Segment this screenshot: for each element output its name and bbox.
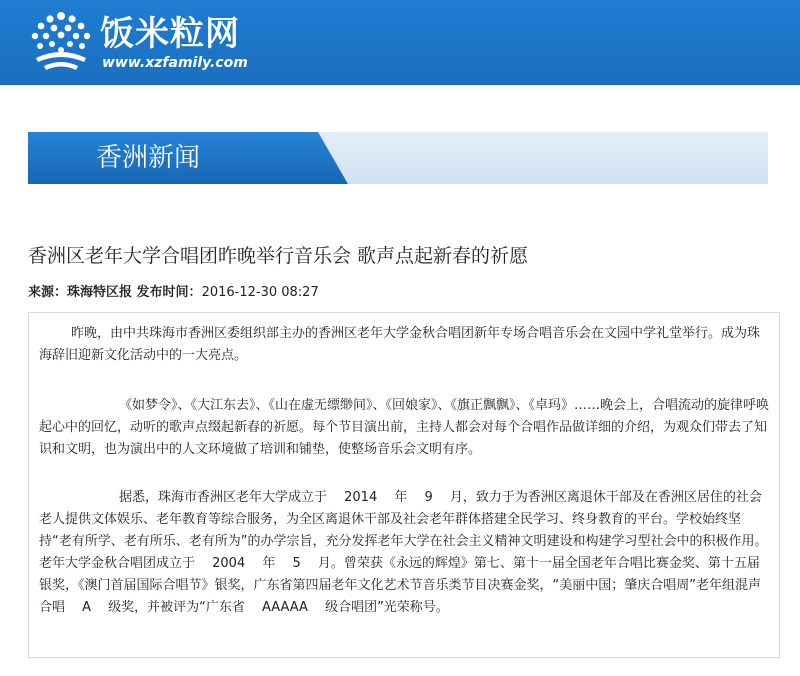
publish-label: 发布时间： [136,285,202,300]
section-title[interactable]: 香洲新闻 [96,143,201,173]
publish-time: 2016-12-30 08:27 [201,285,319,300]
section-banner [28,132,768,184]
article-paragraph: 据悉，珠海市香洲区老年大学成立于 2014 年 9 月，致力于为香洲区离退休干部及在香洲区居住的社会老人提供文体娱乐、老年教育等综合服务，为全区离退休干部及社会老年群体搭建全民学习、终身教育的平台。学校始终坚持“老有所学、老有所乐、老有所为”的办学宗旨，充分发挥老年大学在社会主义精神文明建设和构建学习型社会中的积极作用。老年大学金秋合唱团成立于 2004 年 5 月。曾荣获《永远的辉煌》第七、第十一届全国老年合唱比赛金奖、第十五届银奖，《澳门首届国际合唱节》银奖，广东省第四届老年文化艺术节音乐类节目决赛金奖，“美丽中国；肇庆合唱周”老年组混声合唱 A 级奖，并被评为“广东省 AAAAA 级合唱团”光荣称号。 [39,490,768,615]
article-body [28,312,780,658]
flower-logo-icon[interactable] [26,8,96,78]
article-meta [28,284,319,302]
site-logo-text[interactable]: 饭米粒网 [100,14,240,54]
article-title: 香洲区老年大学合唱团昨晚举行音乐会 歌声点起新春的祈愿 [28,245,529,267]
article-paragraph: 《如梦令》、《大江东去》、《山在虚无缥缈间》、《回娘家》、《旗正飘飘》、《卓玛》……晚会上，合唱流动的旋律呼唤起心中的回忆，动听的歌声点缀起新春的祈愿。每个节目演出前，主持人都会对每个合唱作品做详细的介绍，为观众们带去了知识和文明，也为演出中的人文环境做了培训和铺垫，使整场音乐会文明有序。 [39,398,770,457]
article-source: 来源：珠海特区报 [28,285,133,300]
article-paragraph: 昨晚，由中共珠海市香洲区委组织部主办的香洲区老年大学金秋合唱团新年专场合唱音乐会在文园中学礼堂举行。成为珠海辞旧迎新文化活动中的一大亮点。 [39,326,761,363]
site-url[interactable]: www.xzfamily.com [102,55,248,71]
site-header [0,0,800,85]
